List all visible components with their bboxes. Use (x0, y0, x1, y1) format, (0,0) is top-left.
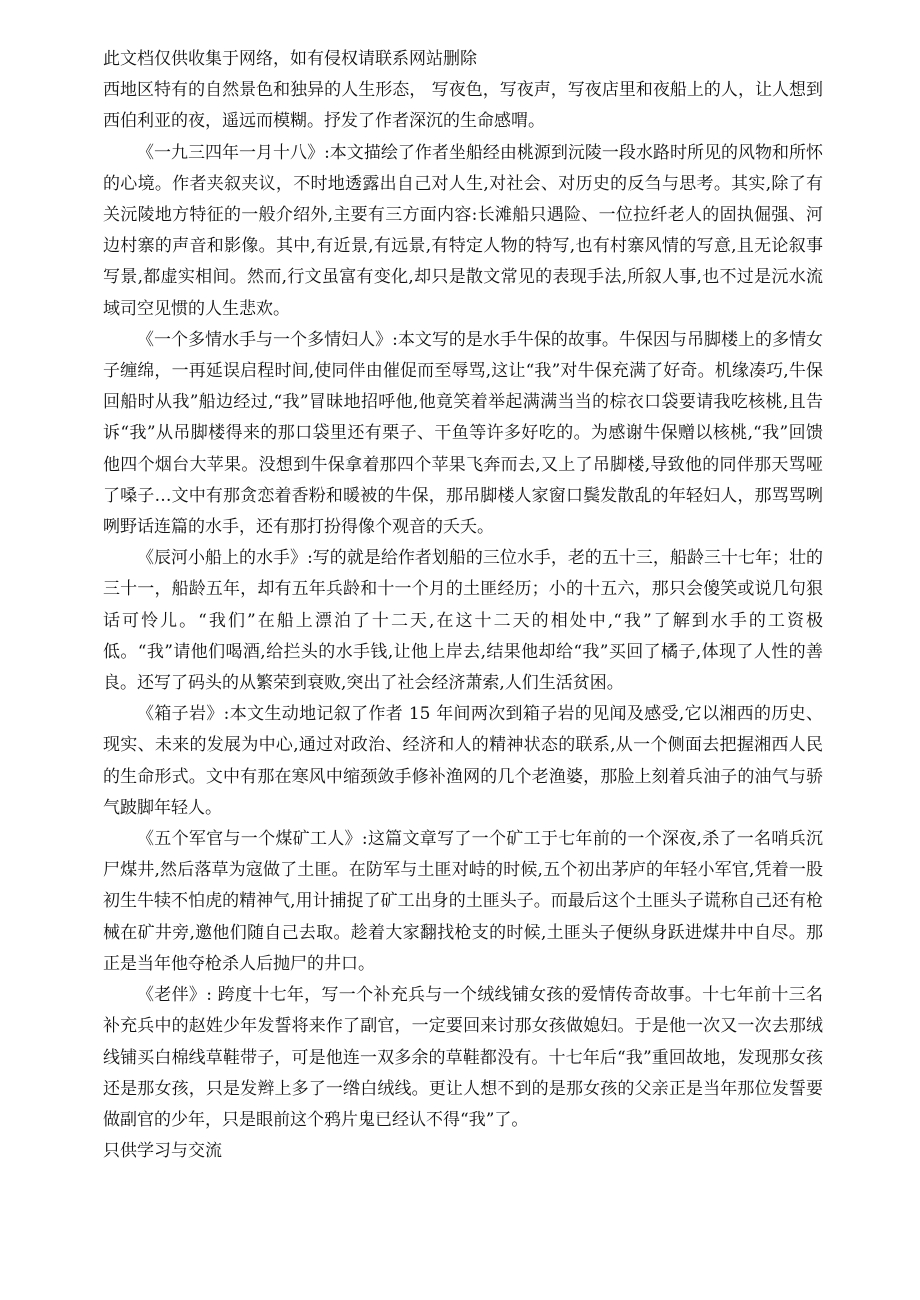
footer-note: 只供学习与交流 (103, 1141, 222, 1162)
paragraph-chenhe-boat-sailors: 《辰河小船上的水手》:写的就是给作者划船的三位水手，老的五十三，船龄三十七年；壮的三十一，船龄五年，却有五年兵龄和十一个月的土匪经历；小的十五六，那只会傻笑或说几句狠话可怜儿。“我们”在船上漂泊了十二天,在这十二天的相处中,“我”了解到水手的工资极低。“我”请他们喝酒,给拦头的水手钱,让他上岸去,结果他却给“我”买回了橘子,体现了人性的善良。还写了码头的从繁荣到衰败,突出了社会经济萧索,人们生活贫困。 (103, 548, 823, 694)
paragraph-five-officers-miner: 《五个军官与一个煤矿工人》:这篇文章写了一个矿工于七年前的一个深夜,杀了一名哨兵沉尸煤井,然后落草为寇做了土匪。在防军与土匪对峙的时候,五个初出茅庐的年轻小军官,凭着一股初生牛犊不怕虎的精神气,用计捕捉了矿工出身的土匪头子。而最后这个土匪头子谎称自己还有枪械在矿井旁,邀他们随自己去取。趁着大家翻找枪支的时候,土匪头子便纵身跃进煤井中自尽。那正是当年他夺枪杀人后抛尸的井口。 (103, 829, 823, 974)
paragraph-sailor-and-woman: 《一个多情水手与一个多情妇人》:本文写的是水手牛保的故事。牛保因与吊脚楼上的多情女子缠绵，一再延误启程时间,使同伴由催促而至辱骂,这让“我”对牛保充满了好奇。机缘凑巧,牛保回船时从我”船边经过,“我”冒昧地招呼他,他竟笑着举起满满当当的棕衣口袋要请我吃核桃,且告诉“我”从吊脚楼得来的那口袋里还有栗子、干鱼等许多好吃的。为感谢牛保赠以核桃,“我”回馈他四个烟台大苹果。没想到牛保拿着那四个苹果飞奔而去,又上了吊脚楼,导致他的同伴那天骂哑了嗓子…文中有那贪恋着香粉和暖被的牛保，那吊脚楼人家窗口鬓发散乱的年轻妇人，那骂骂咧咧野话连篇的水手，还有那打扮得像个观音的夭夭。 (103, 329, 823, 538)
paragraph-xiangziyan: 《箱子岩》:本文生动地记叙了作者 15 年间两次到箱子岩的见闻及感受,它以湘西的历史、现实、未来的发展为中心,通过对政治、经济和人的精神状态的联系,从一个侧面去把握湘西人民的生命形式。文中有那在寒风中缩颈敛手修补渔网的几个老渔婆，那脸上刻着兵油子的油气与骄气跛脚年轻人。 (103, 704, 823, 818)
document-page (103, 44, 823, 1167)
paragraph-intro-continued: 西地区特有的自然景色和独异的人生形态， 写夜色，写夜声，写夜店里和夜船上的人，让人想到西伯利亚的夜，遥远而模糊。抒发了作者深沉的生命感喟。 (103, 80, 823, 132)
paragraph-1934-jan-18: 《一九三四年一月十八》:本文描绘了作者坐船经由桃源到沅陵一段水路时所见的风物和所怀的心境。作者夹叙夹议，不时地透露出自己对人生,对社会、对历史的反刍与思考。其实,除了有关沅陵地方特征的一般介绍外,主要有三方面内容:长滩船只遇险、一位拉纤老人的固执倔强、河边村寨的声音和影像。其中,有近景,有远景,有特定人物的特写,也有村寨风情的写意,且无论叙事写景,都虚实相间。然而,行文虽富有变化,却只是散文常见的表现手法,所叙人事,也不过是沅水流域司空见惯的人生悲欢。 (103, 142, 823, 319)
header-disclaimer: 此文档仅供收集于网络，如有侵权请联系网站删除 (103, 49, 477, 69)
paragraph-laoban: 《老伴》: 跨度十七年，写一个补充兵与一个绒线铺女孩的爱情传奇故事。十七年前十三名补充兵中的赵姓少年发誓将来作了副官，一定要回来讨那女孩做媳妇。于是他一次又一次去那绒线铺买白棉线草鞋带子，可是他连一双多余的草鞋都没有。十七年后“我”重回故地，发现那女孩还是那女孩，只是发辫上多了一绺白绒线。更让人想不到的是那女孩的父亲正是当年那位发誓要做副官的少年，只是眼前这个鸦片鬼已经认不得“我”了。 (103, 985, 823, 1130)
